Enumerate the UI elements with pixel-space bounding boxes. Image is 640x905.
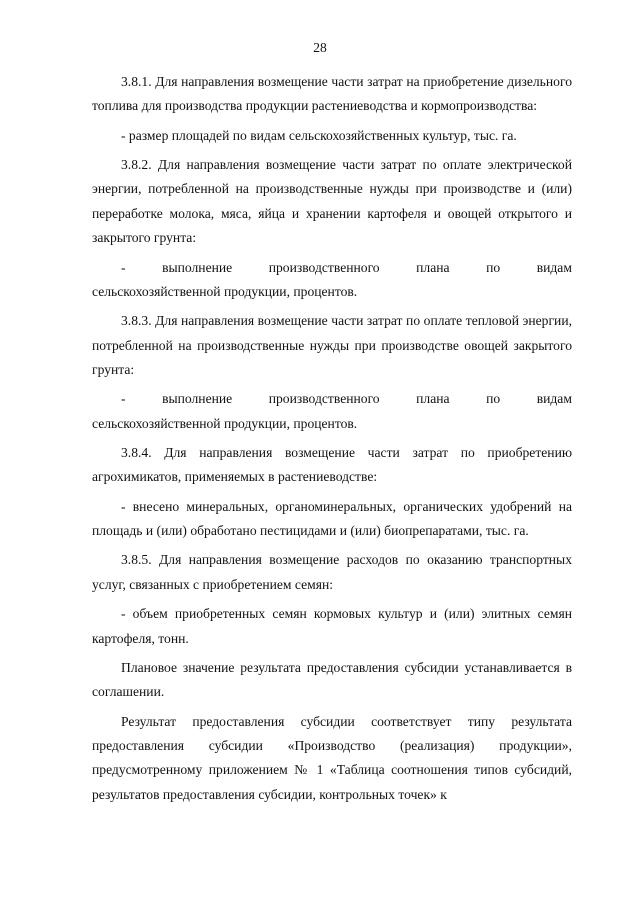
word: плана [416,259,450,275]
word: по [486,259,501,275]
list-item-3-8-2-line2: сельскохозяйственной продукции, процентов. [92,283,358,299]
word: по [486,391,501,407]
word: видам [536,259,572,275]
list-item-3-8-2 [92,256,572,305]
paragraph-3-8-4: 3.8.4. Для направления возмещение части затрат по приобретению агрохимикатов, применяемых в растениеводстве: [92,445,572,485]
dash: - [121,391,126,407]
list-item-3-8-3-line1 [92,387,572,411]
list-item-3-8-3-line2: сельскохозяйственной продукции, процентов. [92,415,358,431]
word: выполнение [162,259,233,275]
paragraph-3-8-1: 3.8.1. Для направления возмещение части затрат на приобретение дизельного топлива для производства продукции растениеводства и кормопроизводства: [92,74,572,114]
word: выполнение [162,391,233,407]
word: производственного [268,259,380,275]
list-item-3-8-2-line1 [92,256,572,280]
paragraph-3-8-5: 3.8.5. Для направления возмещение расходов по оказанию транспортных услуг, связанных с приобретением семян: [92,552,572,592]
paragraph-3-8-3: 3.8.3. Для направления возмещение части затрат по оплате тепловой энергии, потребленной на производственные нужды при производстве овощей закрытого грунта: [92,313,572,378]
word: плана [416,391,450,407]
page-number: 28 [313,40,327,55]
paragraph-3-8-2: 3.8.2. Для направления возмещение части затрат по оплате электрической энергии, потребленной на производственные нужды при производстве и (или) переработке молока, мяса, яйца и хранении картофеля и овощей открытого и закрытого грунта: [92,157,572,246]
dash: - [121,259,126,275]
paragraph-result-type: Результат предоставления субсидии соответствует типу результата предоставления субсидии «Производство (реализация) продукции», предусмотренному приложением № 1 «Таблица соотношения типов субсидий, результатов предоставления субсидии, контрольных точек» к [92,713,572,802]
word: производственного [268,391,380,407]
document-body [92,70,572,812]
list-item-3-8-1: - размер площадей по видам сельскохозяйственных культур, тыс. га. [121,127,517,143]
paragraph-plan-value: Плановое значение результата предоставления субсидии устанавливается в соглашении. [92,659,572,700]
list-item-3-8-5: - объем приобретенных семян кормовых культур и (или) элитных семян картофеля, тонн. [92,606,572,646]
word: видам [536,391,572,407]
list-item-3-8-4: - внесено минеральных, органоминеральных, органических удобрений на площадь и (или) обработано пестицидами и (или) биопрепаратами, тыс. га. [92,498,572,539]
list-item-3-8-3 [92,387,572,436]
